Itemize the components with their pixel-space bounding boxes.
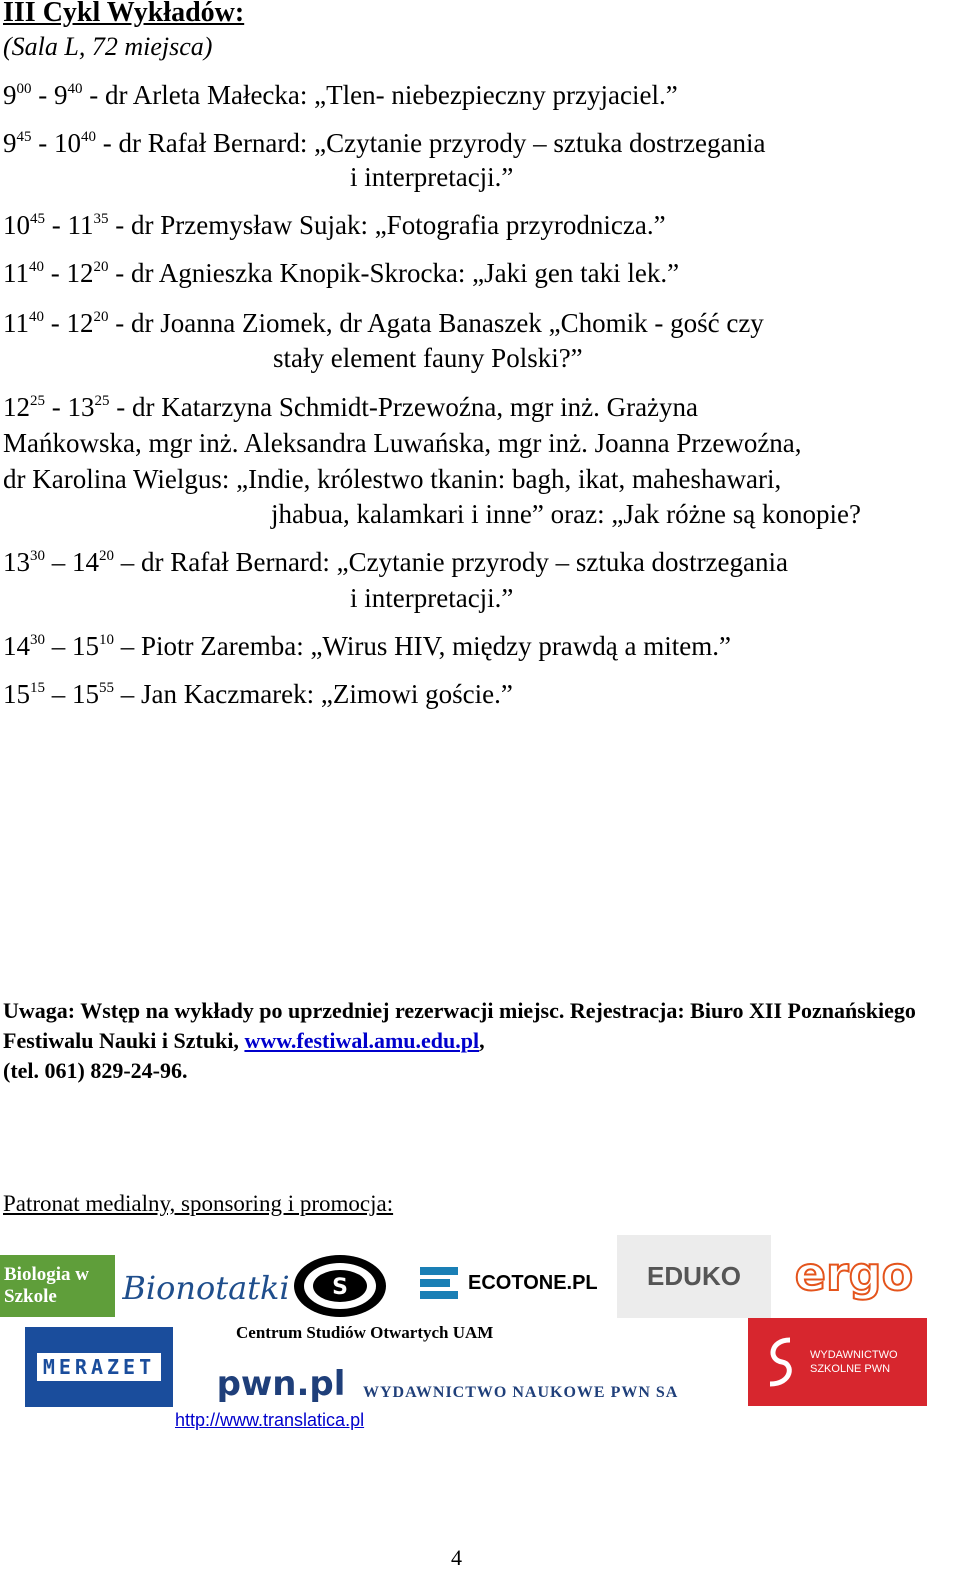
schedule-entry: $13^{30} - 14^{20}$ – dr Rafał Bernard: „Czytanie przyrody – sztuka dostrzegania [3,547,788,577]
translatica-link[interactable]: http://www.translatica.pl [175,1410,365,1430]
bionotatki-logo [122,1262,290,1314]
patronage-heading: Patronat medialny, sponsoring i promocja: [3,1191,394,1216]
eduko-logo [617,1235,771,1318]
merazet-logo-text: MERAZET [37,1353,161,1381]
schedule-entry: $11^{40} - 12^{20}$ - dr Joanna Ziomek, dr Agata Banaszek „Chomik - gość czy [3,308,764,338]
schedule-entry-continuation: dr Karolina Wielgus: „Indie, królestwo tkanin: bagh, ikat, maheshawari, [3,464,782,494]
cso-caption: Centrum Studiów Otwartych UAM [236,1323,494,1342]
schedule-entry: $14^{30} - 15^{10}$ – Piotr Zaremba: „Wirus HIV, między prawdą a mitem.” [3,631,731,661]
wsp-emblem-icon [760,1332,800,1392]
biologia-logo-text: Biologia w Szkole [4,1264,89,1307]
svg-text:S: S [332,1275,348,1300]
schedule-entry: $9^{00} - 9^{40}$ - dr Arleta Małecka: „Tlen- niebezpieczny przyjaciel.” [3,80,678,110]
ecotone-logo-text: ECOTONE.PL [468,1271,598,1294]
wsp-logo [748,1318,927,1406]
schedule-entry-continuation: i interpretacji.” [350,583,514,613]
ecotone-mark-icon [418,1261,462,1305]
schedule-entry-continuation: Mańkowska, mgr inż. Aleksandra Luwańska, mgr inż. Joanna Przewoźna, [3,428,802,458]
registration-notice: Uwaga: Wstęp na wykłady po uprzedniej rezerwacji miejsc. Rejestracja: Biuro XII Poznańskiego Festiwalu Nauki i Sztuki, www.festiwal.amu.edu.pl, (tel. 061) 829-24-96. [3,998,916,1083]
bionotatki-logo-text: Bionotatki [122,1269,290,1307]
schedule-entry: $11^{40} - 12^{20}$ - dr Agnieszka Knopik-Skrocka: „Jaki gen taki lek.” [3,258,680,288]
cso-emblem-icon [292,1253,389,1319]
wnpwn-logo-text: WYDAWNICTWO NAUKOWE PWN SA [363,1384,679,1401]
schedule-entry-continuation: jhabua, kalamkari i inne” oraz: „Jak różne są konopie? [271,499,861,529]
page-number: 4 [451,1545,462,1570]
schedule-entry: $12^{25} - 13^{25}$ - dr Katarzyna Schmidt-Przewoźna, mgr inż. Grażyna [3,392,699,422]
eduko-logo-text: EDUKO [647,1261,741,1291]
schedule-entry-continuation: i interpretacji.” [350,162,514,192]
ecotone-logo [418,1258,598,1308]
schedule-entry-continuation: stały element fauny Polski?” [273,343,583,373]
festival-link[interactable]: www.festiwal.amu.edu.pl [244,1028,480,1053]
schedule-entry: $15^{15} - 15^{55}$ – Jan Kaczmarek: „Zimowi goście.” [3,679,513,709]
schedule-entry: $9^{45} - 10^{40}$ - dr Rafał Bernard: „Czytanie przyrody – sztuka dostrzegania [3,128,766,158]
wsp-logo-text: WYDAWNICTWO SZKOLNE PWN [810,1349,898,1375]
schedule-entry: $10^{45} - 11^{35}$ - dr Przemysław Sujak: „Fotografia przyrodnicza.” [3,210,666,240]
biologia-logo [0,1255,115,1317]
merazet-logo [25,1327,173,1407]
section-subtitle: (Sala L, 72 miejsca) [3,32,213,61]
pwn-logo [211,1360,351,1408]
ergo-logo [787,1232,921,1316]
cso-logo-mark [292,1253,389,1319]
section-title: III Cykl Wykładów: [3,0,245,28]
ergo-logo-text: ergo [794,1247,914,1301]
wnpwn-logo [363,1378,735,1408]
pwn-logo-text: pwn.pl [216,1364,346,1404]
